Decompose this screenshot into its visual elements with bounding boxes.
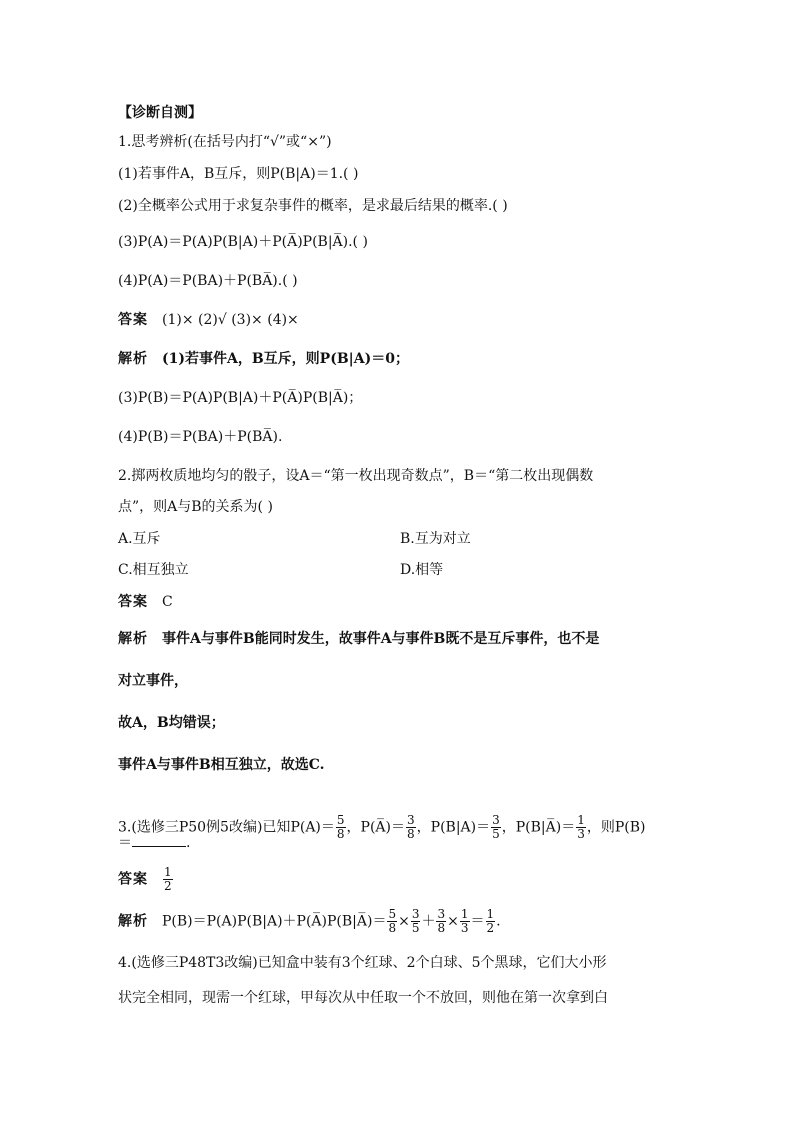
numerator: 3 xyxy=(411,907,420,921)
q3-pbnota-value xyxy=(576,814,586,841)
q3-stem-line-1 xyxy=(118,814,646,841)
q1-answer-text: (1)× (2)√ (3)× (4)× xyxy=(162,312,299,328)
numerator: 1 xyxy=(460,907,469,921)
separator: ， xyxy=(346,819,361,836)
times-sign: × xyxy=(447,913,459,930)
q3-pba-label: P(B|A)＝ xyxy=(430,819,491,836)
q2-answer-text: C xyxy=(162,594,173,610)
q2-option-a: A.互斥 xyxy=(118,531,161,547)
equals-sign: ＝ xyxy=(470,913,485,930)
q1-item-2: (2)全概率公式用于求复杂事件的概率，是求最后结果的概率.( ) xyxy=(118,198,508,214)
q2-analysis-text-1: 事件A与事件B能同时发生，故事件A与事件B既不是互斥事件，也不是 xyxy=(162,631,600,647)
period: . xyxy=(496,913,501,930)
answer-blank[interactable] xyxy=(132,832,186,847)
q1-analysis-1 xyxy=(118,350,409,368)
denominator: 8 xyxy=(437,921,446,935)
q2-answer xyxy=(118,593,173,611)
separator: ， xyxy=(416,819,431,836)
q3-lead: 3.(选修三P50例5改编)已知 xyxy=(118,819,291,836)
q1-item-4: (4)P(A)＝P(BA)＋P(BA̅).( ) xyxy=(118,273,298,289)
denominator: 8 xyxy=(407,827,415,841)
q2-option-c: C.相互独立 xyxy=(118,562,189,578)
fraction xyxy=(460,908,470,935)
q2-stem-line-1: 2.掷两枚质地均匀的骰子，设A＝“第一枚出现奇数点”，B＝“第二枚出现偶数 xyxy=(118,468,594,484)
fraction xyxy=(411,908,421,935)
numerator: 1 xyxy=(577,813,585,827)
period: . xyxy=(186,835,191,851)
q2-option-b: B.互为对立 xyxy=(400,531,471,547)
denominator: 8 xyxy=(388,921,397,935)
analysis-label: 解析 xyxy=(118,631,148,647)
q2-analysis-2: 对立事件， xyxy=(118,673,188,689)
q3-analysis-lead: P(B)＝P(A)P(B|A)＋P(A̅)P(B|A̅)＝ xyxy=(162,913,387,930)
denominator: 3 xyxy=(460,921,469,935)
q2-analysis-3: 故A，B均错误； xyxy=(118,715,225,731)
equals-sign: ＝ xyxy=(118,835,132,851)
q4-stem-line-1: 4.(选修三P48T3改编)已知盒中装有3个红球、2个白球、5个黑球，它们大小形 xyxy=(118,955,607,971)
q3-pbnota-label: P(B|A̅)＝ xyxy=(515,819,576,836)
q1-answer xyxy=(118,311,299,329)
q1-item-1: (1)若事件A，B互斥，则P(B|A)＝1.( ) xyxy=(118,166,359,182)
denominator: 5 xyxy=(492,827,500,841)
analysis-label: 解析 xyxy=(118,913,148,930)
q3-answer xyxy=(118,866,174,893)
numerator: 3 xyxy=(407,813,415,827)
numerator: 5 xyxy=(388,907,397,921)
fraction xyxy=(436,908,446,935)
denominator: 3 xyxy=(577,827,585,841)
q1-analysis-3: (4)P(B)＝P(BA)＋P(BA̅). xyxy=(118,429,283,445)
fraction xyxy=(486,908,496,935)
denominator: 2 xyxy=(164,879,172,893)
denominator: 2 xyxy=(486,921,495,935)
q2-option-d: D.相等 xyxy=(400,562,444,578)
denominator: 8 xyxy=(336,827,345,841)
q2-analysis-4: 事件A与事件B相互独立，故选C. xyxy=(118,757,325,773)
q1-analysis-2: (3)P(B)＝P(A)P(B|A)＋P(A̅)P(B|A̅)； xyxy=(118,390,363,406)
q1-analysis-text-1: (1)若事件A，B互斥，则P(B|A)＝0； xyxy=(162,351,409,367)
q2-analysis-1 xyxy=(118,630,599,648)
q3-pba-value xyxy=(491,814,501,841)
numerator: 3 xyxy=(437,907,446,921)
answer-label: 答案 xyxy=(118,312,148,328)
numerator: 1 xyxy=(164,865,172,879)
q3-pnota-value xyxy=(406,814,416,841)
q1-item-3: (3)P(A)＝P(A)P(B|A)＋P(A̅)P(B|A̅).( ) xyxy=(118,234,368,250)
times-sign: × xyxy=(398,913,410,930)
q3-pa-value xyxy=(336,814,346,841)
q2-stem-line-2: 点”，则A与B的关系为( ) xyxy=(118,499,273,515)
numerator: 3 xyxy=(492,813,500,827)
denominator: 5 xyxy=(411,921,420,935)
q3-pnota-label: P(A̅)＝ xyxy=(360,819,406,836)
answer-label: 答案 xyxy=(118,594,148,610)
q1-stem: 1.思考辨析(在括号内打“√”或“×”) xyxy=(118,134,332,150)
q3-analysis xyxy=(118,908,501,935)
fraction xyxy=(387,908,397,935)
q4-stem-line-2: 状完全相同，现需一个红球，甲每次从中任取一个不放回，则他在第一次拿到白 xyxy=(118,990,608,1006)
numerator: 5 xyxy=(336,813,345,827)
q3-pa-label: P(A)＝ xyxy=(290,819,335,836)
plus-sign: ＋ xyxy=(421,913,436,930)
q3-answer-value xyxy=(163,866,173,893)
analysis-label: 解析 xyxy=(118,351,148,367)
separator: ， xyxy=(501,819,516,836)
section-heading: 【诊断自测】 xyxy=(118,105,202,121)
q3-tail: ，则P(B) xyxy=(586,819,646,836)
numerator: 1 xyxy=(486,907,495,921)
q3-stem-line-2 xyxy=(118,832,190,852)
answer-label: 答案 xyxy=(118,871,148,888)
